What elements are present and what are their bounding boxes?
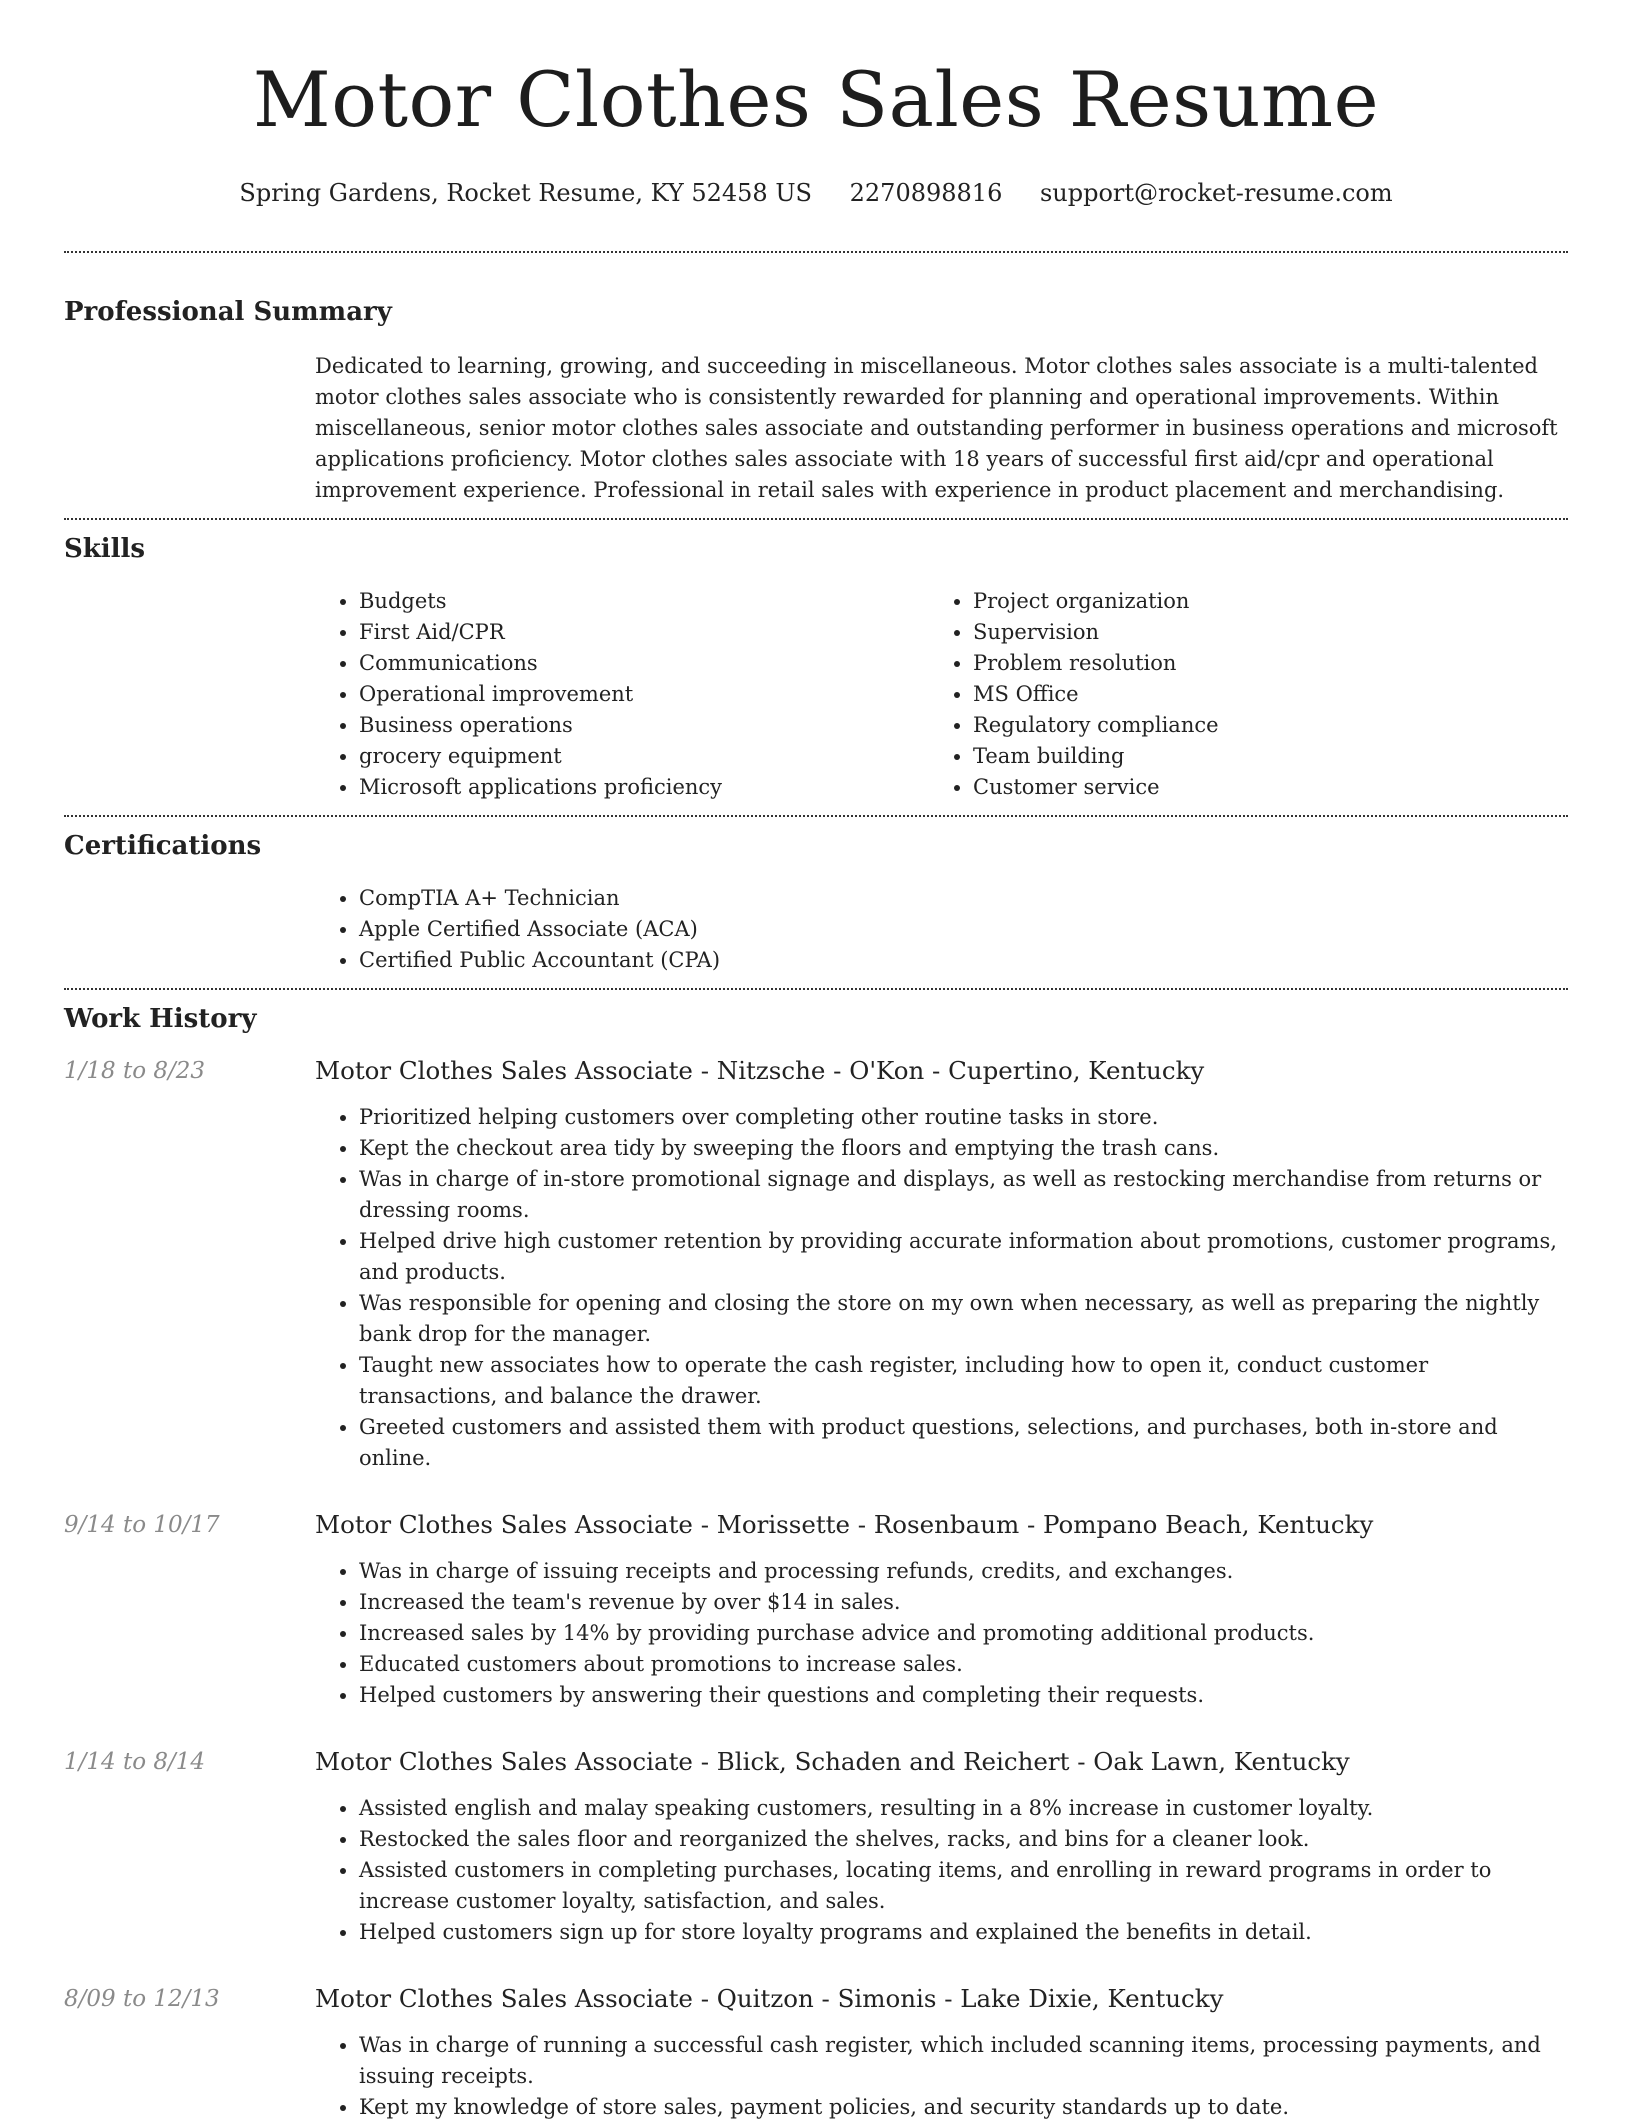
section-title-work-history: Work History (64, 1004, 257, 1034)
skill-item: • First Aid/CPR (359, 617, 929, 648)
job-bullet: • Increased the team's revenue by over $14 in sales. (359, 1587, 1568, 1618)
contact-email: support@rocket-resume.com (1039, 179, 1393, 207)
summary-text: Dedicated to learning, growing, and succeeding in miscellaneous. Motor clothes sales associate is a multi-talented motor clothes sales associate who is consistently rewarded for planning and operational improvements. Within miscellaneous, senior motor clothes sales associate and outstanding performer in business operations and microsoft applications proficiency. Motor clothes sales associate with 18 years of successful first aid/cpr and operational improvement experience. Professional in retail sales with experience in product placement and merchandising. (315, 354, 1558, 502)
job-bullet: • Educated customers about promotions to increase sales. (359, 1649, 1568, 1680)
job-bullet: • Taught new associates how to operate the cash register, including how to open it, conduct customer transactions, and balance the drawer. (359, 1350, 1568, 1412)
job-bullet: • Was in charge of issuing receipts and processing refunds, credits, and exchanges. (359, 1556, 1568, 1587)
job-bullet: • Increased sales by 14% by providing purchase advice and promoting additional products. (359, 1618, 1568, 1649)
section-title-skills: Skills (64, 534, 146, 564)
job-bullet: • Kept my knowledge of store sales, payment policies, and security standards up to date. (359, 2092, 1568, 2123)
job-bullet: • Assisted customers in completing purchases, locating items, and enrolling in reward programs in order to increase customer loyalty, satisfaction, and sales. (359, 1855, 1568, 1917)
job-dates: 8/09 to 12/13 (64, 1986, 220, 2012)
job-bullet: • Helped customers by answering their questions and completing their requests. (359, 1680, 1568, 1711)
contact-line (64, 176, 1568, 210)
certifications-list (315, 883, 1568, 976)
certification-item: • Apple Certified Associate (ACA) (359, 914, 1568, 945)
job-dates: 1/14 to 8/14 (64, 1749, 206, 1775)
job-bullet: • Was in charge of running a successful cash register, which included scanning items, processing payments, and issuing receipts. (359, 2030, 1568, 2092)
job-entry (64, 1508, 1568, 1711)
skill-item: • Regulatory compliance (973, 710, 1543, 741)
job-dates: 9/14 to 10/17 (64, 1512, 220, 1538)
job-bullet: • Was responsible for opening and closing the store on my own when necessary, as well as preparing the nightly bank drop for the manager. (359, 1288, 1568, 1350)
skill-item: • Budgets (359, 586, 929, 617)
contact-address: Spring Gardens, Rocket Resume, KY 52458 US (239, 179, 812, 207)
job-bullets (315, 1556, 1568, 1711)
skills-grid (315, 586, 1568, 803)
job-body (315, 1982, 1568, 2123)
skill-item: • grocery equipment (359, 741, 929, 772)
job-body (315, 1054, 1568, 1474)
job-entry (64, 1054, 1568, 1474)
section-title-certifications: Certifications (64, 831, 262, 861)
contact-phone: 2270898816 (849, 179, 1003, 207)
section-title-summary: Professional Summary (64, 297, 392, 327)
divider (64, 815, 1568, 817)
job-dates: 1/18 to 8/23 (64, 1058, 206, 1084)
job-bullet: • Restocked the sales floor and reorganized the shelves, racks, and bins for a cleaner look. (359, 1824, 1568, 1855)
skill-item: • Project organization (973, 586, 1543, 617)
skill-item: • Communications (359, 648, 929, 679)
job-entry (64, 1745, 1568, 1948)
skill-item: • Microsoft applications proficiency (359, 772, 929, 803)
divider (64, 251, 1568, 253)
skill-item: • Operational improvement (359, 679, 929, 710)
divider (64, 988, 1568, 990)
job-title: Motor Clothes Sales Associate - Nitzsche - O'Kon - Cupertino, Kentucky (315, 1056, 1205, 1085)
skills-right-list (929, 586, 1543, 803)
resume-title: Motor Clothes Sales Resume (252, 55, 1380, 144)
job-entry (64, 1982, 1568, 2123)
job-bullets (315, 2030, 1568, 2123)
job-bullets (315, 1102, 1568, 1474)
job-body (315, 1508, 1568, 1711)
job-bullet: • Assisted english and malay speaking customers, resulting in a 8% increase in customer loyalty. (359, 1793, 1568, 1824)
skill-item: • Team building (973, 741, 1543, 772)
skill-item: • Supervision (973, 617, 1543, 648)
certification-item: • Certified Public Accountant (CPA) (359, 945, 1568, 976)
job-body (315, 1745, 1568, 1948)
skills-left-list (315, 586, 929, 803)
divider (64, 518, 1568, 520)
job-title: Motor Clothes Sales Associate - Blick, Schaden and Reichert - Oak Lawn, Kentucky (315, 1747, 1350, 1776)
certification-item: • CompTIA A+ Technician (359, 883, 1568, 914)
job-bullet: • Greeted customers and assisted them with product questions, selections, and purchases, both in-store and online. (359, 1412, 1568, 1474)
resume-page (64, 0, 1568, 2123)
job-title: Motor Clothes Sales Associate - Quitzon - Simonis - Lake Dixie, Kentucky (315, 1984, 1224, 2013)
job-title: Motor Clothes Sales Associate - Morissette - Rosenbaum - Pompano Beach, Kentucky (315, 1510, 1374, 1539)
job-bullet: • Helped drive high customer retention by providing accurate information about promotions, customer programs, and products. (359, 1226, 1568, 1288)
job-bullets (315, 1793, 1568, 1948)
skill-item: • Problem resolution (973, 648, 1543, 679)
job-bullet: • Prioritized helping customers over completing other routine tasks in store. (359, 1102, 1568, 1133)
job-bullet: • Kept the checkout area tidy by sweeping the floors and emptying the trash cans. (359, 1133, 1568, 1164)
skill-item: • MS Office (973, 679, 1543, 710)
skill-item: • Business operations (359, 710, 929, 741)
skill-item: • Customer service (973, 772, 1543, 803)
job-bullet: • Was in charge of in-store promotional signage and displays, as well as restocking merchandise from returns or dressing rooms. (359, 1164, 1568, 1226)
job-bullet: • Helped customers sign up for store loyalty programs and explained the benefits in detail. (359, 1917, 1568, 1948)
